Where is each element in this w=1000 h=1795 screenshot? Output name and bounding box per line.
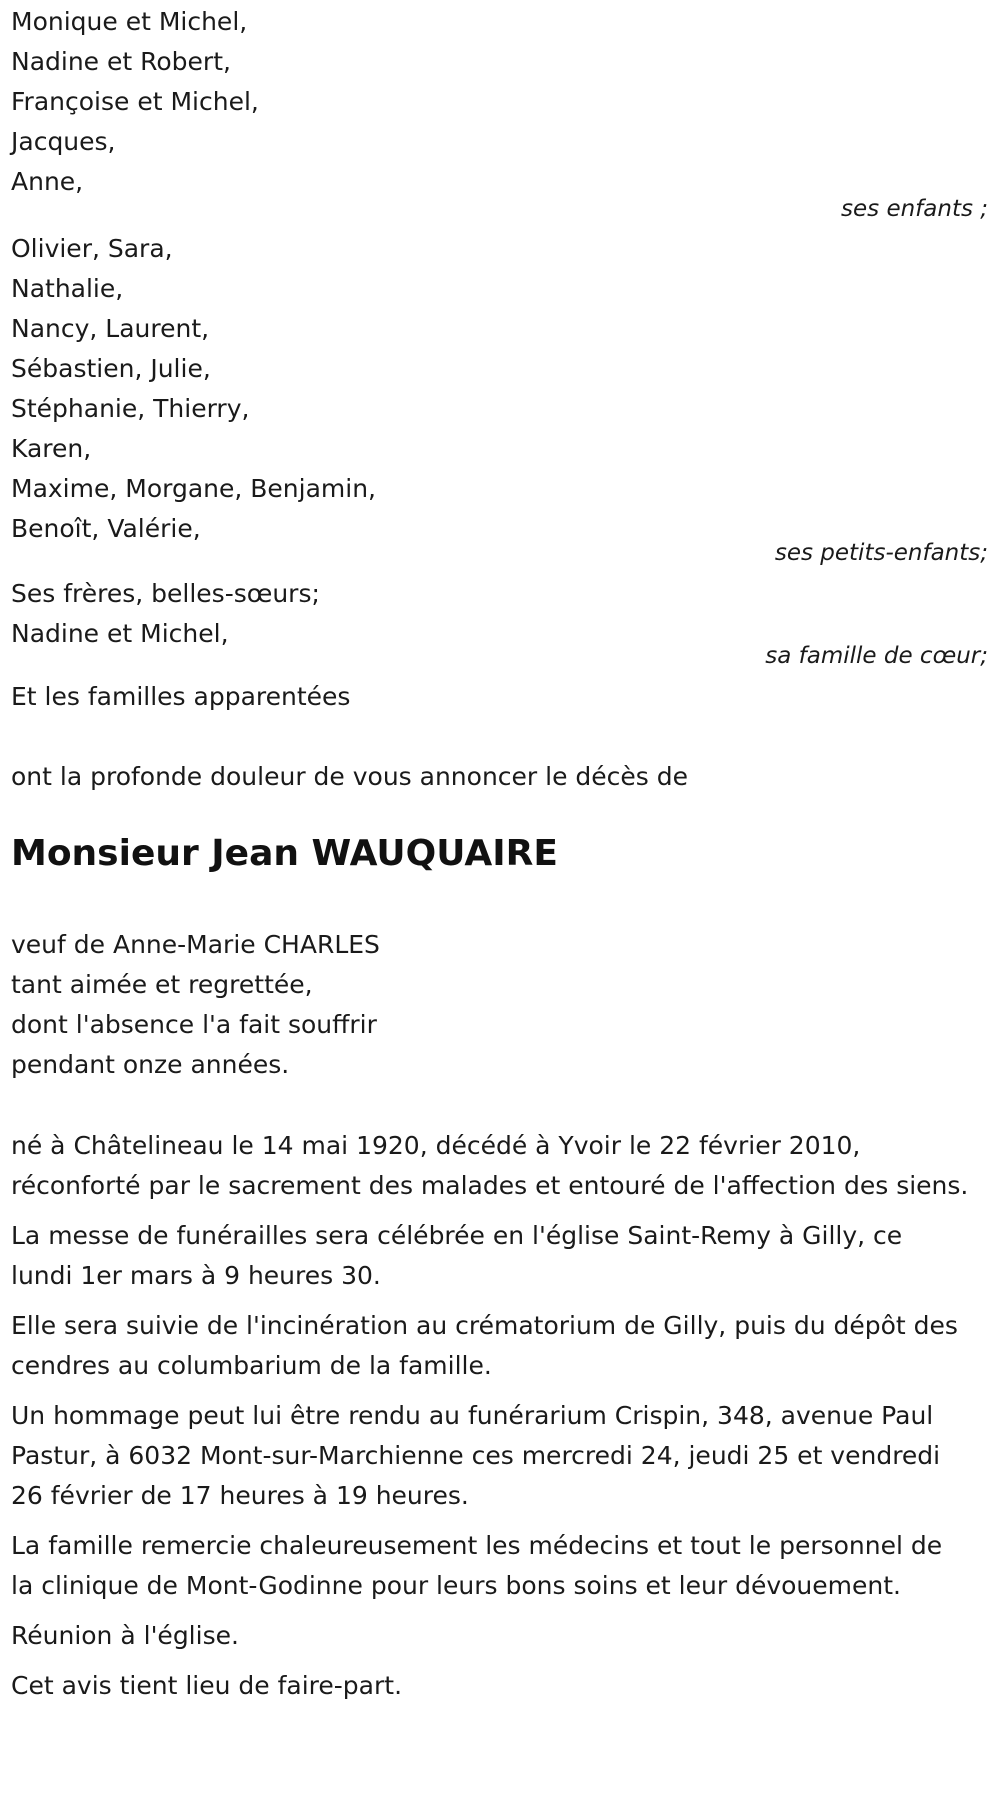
- list-item: Monique et Michel,: [11, 7, 248, 36]
- list-item: Sébastien, Julie,: [11, 354, 211, 383]
- tribute-paragraph: Un hommage peut lui être rendu au funérarium Crispin, 348, avenue Paul Pastur, à 6032 Mont-sur-Marchienne ces mercredi 24, jeudi 25 et vendredi 26 février de 17 heures à 19 heures.: [11, 1401, 941, 1510]
- grandchildren-role-label: ses petits-enfants;: [774, 540, 988, 566]
- meeting-paragraph: Réunion à l'église.: [11, 1621, 239, 1650]
- list-item: Nancy, Laurent,: [11, 314, 210, 343]
- announcement-text: ont la profonde douleur de vous annoncer le décès de: [11, 762, 689, 791]
- notice-paragraph: Cet avis tient lieu de faire-part.: [11, 1671, 403, 1700]
- list-item: Stéphanie, Thierry,: [11, 394, 250, 423]
- related-families: [11, 677, 989, 717]
- announcement: [11, 757, 989, 797]
- list-item: Nathalie,: [11, 274, 124, 303]
- funeral-mass-paragraph: La messe de funérailles sera célébrée en l'église Saint-Remy à Gilly, ce lundi 1er mars à 9 heures 30.: [11, 1221, 903, 1290]
- list-item: Anne,: [11, 167, 84, 196]
- birth-death-paragraph: né à Châtelineau le 14 mai 1920, décédé à Yvoir le 22 février 2010, réconforté par le sacrement des malades et entouré de l'affection des siens.: [11, 1131, 969, 1200]
- siblings-list: [11, 574, 989, 654]
- thanks-paragraph: La famille remercie chaleureusement les médecins et tout le personnel de la clinique de Mont-Godinne pour leurs bons soins et leur dévouement.: [11, 1531, 943, 1600]
- widower-block: [11, 925, 989, 1085]
- details-section: [11, 1126, 989, 1716]
- list-item: Benoît, Valérie,: [11, 514, 201, 543]
- grandchildren-list: [11, 229, 989, 549]
- list-item: Olivier, Sara,: [11, 234, 173, 263]
- list-item: veuf de Anne-Marie CHARLES: [11, 930, 380, 959]
- list-item: Françoise et Michel,: [11, 87, 259, 116]
- list-item: Jacques,: [11, 127, 116, 156]
- cremation-paragraph: Elle sera suivie de l'incinération au crématorium de Gilly, puis du dépôt des cendres au columbarium de la famille.: [11, 1311, 958, 1380]
- list-item: tant aimée et regrettée,: [11, 970, 313, 999]
- list-item: Nadine et Michel,: [11, 619, 229, 648]
- children-list: [11, 2, 989, 202]
- list-item: Ses frères, belles-sœurs;: [11, 579, 320, 608]
- list-item: pendant onze années.: [11, 1050, 290, 1079]
- list-item: dont l'absence l'a fait souffrir: [11, 1010, 377, 1039]
- list-item: Nadine et Robert,: [11, 47, 231, 76]
- list-item: Maxime, Morgane, Benjamin,: [11, 474, 377, 503]
- related-families-text: Et les familles apparentées: [11, 682, 351, 711]
- list-item: Karen,: [11, 434, 92, 463]
- heart-family-role-label: sa famille de cœur;: [765, 643, 988, 669]
- children-role-label: ses enfants ;: [841, 196, 988, 222]
- deceased-name: Monsieur Jean WAUQUAIRE: [11, 833, 558, 874]
